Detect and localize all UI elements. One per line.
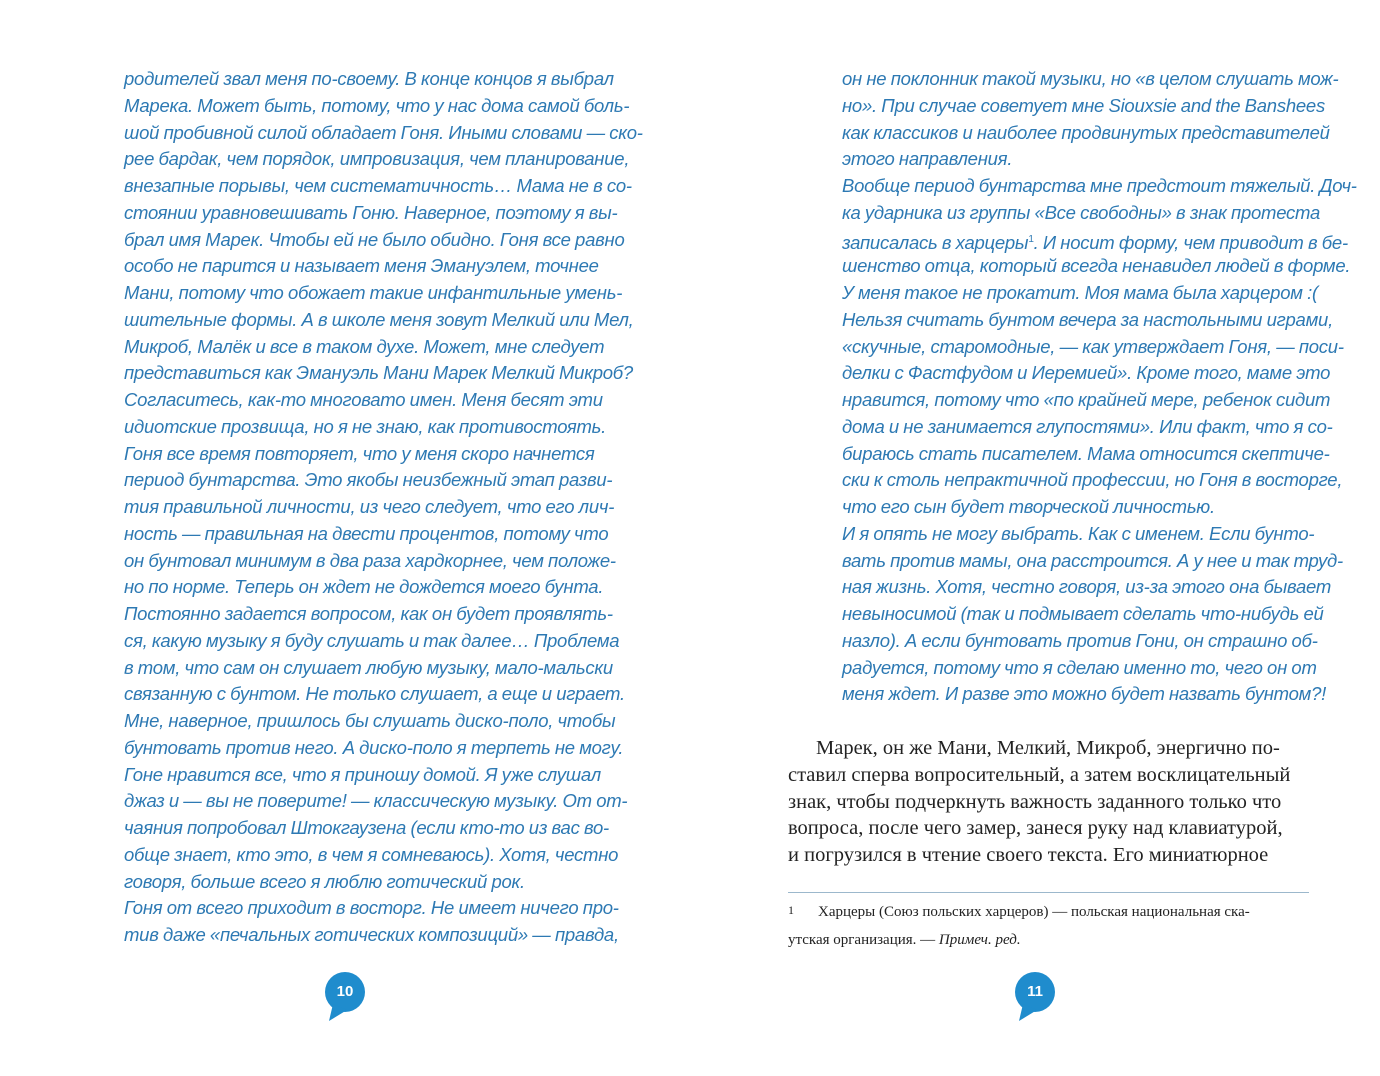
footnote-reference: 1 xyxy=(1028,233,1034,245)
text-line: брал имя Марек. Чтобы ей не было обидно. Гоня все равно xyxy=(124,228,625,250)
footnote-divider xyxy=(788,892,1309,893)
text-line: джаз и — вы не поверите! — классическую музыку. От от- xyxy=(124,790,628,812)
text-line: вать против мамы, она расстроится. А у нее и так труд- xyxy=(842,549,1343,571)
text-line: в том, что сам он слушает любую музыку, мало-мальски xyxy=(124,656,613,678)
text-line: внезапные порывы, чем систематичность… Мама не в со- xyxy=(124,175,632,196)
text-line: ся, какую музыку я буду слушать и так далее… Проблема xyxy=(124,629,620,651)
text-line: Мне, наверное, пришлось бы слушать диско-поло, чтобы xyxy=(124,710,616,731)
text-line: он не поклонник такой музыки, но «в целом слушать мож- xyxy=(842,68,1339,89)
text-line: Нельзя считать бунтом вечера за настольными играми, xyxy=(842,308,1333,330)
text-line: что его сын будет творческой личностью. xyxy=(842,496,1215,517)
text-line: связанную с бунтом. Не только слушает, а еще и играет. xyxy=(124,683,625,705)
text-line: представиться как Эмануэль Мани Марек Мелкий Микроб? xyxy=(124,362,633,384)
text-line: чаяния попробовал Штокгаузена (если кто-то из вас во- xyxy=(124,817,609,838)
page-number: 10 xyxy=(336,983,354,1000)
text-line: рее бардак, чем порядок, импровизация, чем планирование, xyxy=(124,148,630,170)
page-number-badge xyxy=(323,968,367,1024)
editor-note: Примеч. ред. xyxy=(938,932,1021,948)
text-line: период бунтарства. Это якобы неизбежный этап разви- xyxy=(124,469,613,491)
footnote-mark: 1 xyxy=(788,903,794,917)
text-segment: записалась в харцеры xyxy=(842,231,1029,253)
page-number: 11 xyxy=(1027,983,1043,1000)
text-line: бунтовать против него. А диско-поло я терпеть не могу. xyxy=(124,736,624,758)
text-line: тия правильной личности, из чего следует, что его лич- xyxy=(124,496,615,517)
text-line: меня ждет. И разве это можно будет назвать бунтом?! xyxy=(842,683,1327,705)
text-line: Вообще период бунтарства мне предстоит тяжелый. Доч- xyxy=(842,175,1357,196)
text-line: идиотские прозвища, но я не знаю, как противостоять. xyxy=(124,415,607,437)
text-line: стоянии уравновешивать Гоню. Наверное, поэтому я вы- xyxy=(124,201,618,223)
text-line: этого направления. xyxy=(842,148,1013,170)
footnote-text: Харцеры (Союз польских харцеров) — польская национальная ска- xyxy=(818,904,1250,920)
right-page xyxy=(690,0,1380,1076)
text-line: Постоянно задается вопросом, как он будет проявлять- xyxy=(124,603,613,624)
text-line: родителей звал меня по-своему. В конце концов я выбрал xyxy=(124,68,614,89)
text-line: И я опять не могу выбрать. Как с именем. Если бунто- xyxy=(842,522,1315,544)
text-line: У меня такое не прокатит. Моя мама была харцером :( xyxy=(842,282,1318,303)
text-line: ность — правильная на двести процентов, потому что xyxy=(124,522,609,544)
text-line: и погрузился в чтение своего текста. Его миниатюрное xyxy=(788,844,1269,866)
text-line: невыносимой (так и подмывает сделать что-нибудь ей xyxy=(842,603,1324,624)
text-line: ставил сперва вопросительный, а затем восклицательный xyxy=(788,763,1291,786)
text-line: Мани, потому что обожает такие инфантильные умень- xyxy=(124,282,623,303)
text-line: Марек, он же Мани, Мелкий, Микроб, энергично по- xyxy=(816,737,1280,759)
page-number-badge xyxy=(1013,968,1057,1024)
footnote-text: утская организация. — xyxy=(788,932,939,948)
text-line: Гоне нравится все, что я приношу домой. Я уже слушал xyxy=(124,763,601,785)
text-line: радуется, потому что я сделаю именно то, чего он от xyxy=(842,656,1317,678)
text-line: бираюсь стать писателем. Мама относится скептиче- xyxy=(842,442,1330,464)
text-line: Микроб, Малёк и все в таком духе. Может, мне следует xyxy=(124,335,605,357)
text-line: нравится, потому что «по крайней мере, ребенок сидит xyxy=(842,389,1331,410)
text-line: шительные формы. А в школе меня зовут Мелкий или Мел, xyxy=(124,308,634,330)
text-line: особо не парится и называет меня Эмануэлем, точнее xyxy=(124,255,599,277)
text-line: обще знает, кто это, в чем я сомневаюсь). Хотя, честно xyxy=(124,843,619,865)
text-line: шой пробивной силой обладает Гоня. Иными словами — ско- xyxy=(124,121,643,143)
text-line: тив даже «печальных готических композиций» — правда, xyxy=(124,924,619,945)
text-line: ски к столь непрактичной профессии, но Гоня в восторге, xyxy=(842,469,1343,491)
text-line: шенство отца, который всегда ненавидел людей в форме. xyxy=(842,255,1351,277)
text-line: говоря, больше всего я люблю готический рок. xyxy=(124,870,525,892)
footnote-line xyxy=(788,926,1021,954)
text-line-with-footnote xyxy=(842,227,1348,253)
text-line: «скучные, старомодные, — как утверждает Гоня, — поси- xyxy=(842,335,1344,357)
text-line: назло). А если бунтовать против Гони, он страшно об- xyxy=(842,629,1318,651)
text-line: Согласитесь, как-то многовато имен. Меня бесят эти xyxy=(124,389,603,410)
text-line: ная жизнь. Хотя, честно говоря, из-за этого она бывает xyxy=(842,576,1332,598)
text-line: ка ударника из группы «Все свободны» в знак протеста xyxy=(842,201,1321,223)
text-line: дома и не занимается глупостями». Или факт, что я со- xyxy=(842,415,1333,437)
text-line: но». При случае советует мне Siouxsie and the Banshees xyxy=(842,94,1325,116)
text-line: но по норме. Теперь он ждет не дождется моего бунта. xyxy=(124,576,604,598)
text-line: Гоня от всего приходит в восторг. Не имеет ничего про- xyxy=(124,897,619,919)
text-line: он бунтовал минимум в два раза хардкорнее, чем положе- xyxy=(124,549,616,571)
text-segment: . И носит форму, чем приводит в бе- xyxy=(1033,231,1348,253)
text-line: как классиков и наиболее продвинутых представителей xyxy=(842,121,1330,143)
text-line: Гоня все время повторяет, что у меня скоро начнется xyxy=(124,442,595,464)
text-line: знак, чтобы подчеркнуть важность заданного только что xyxy=(788,790,1282,813)
text-line: Марека. Может быть, потому, что у нас дома самой боль- xyxy=(124,94,630,116)
text-line: вопроса, после чего замер, занеся руку над клавиатурой, xyxy=(788,817,1283,840)
text-line: делки с Фастфудом и Иеремией». Кроме того, маме это xyxy=(842,362,1331,384)
